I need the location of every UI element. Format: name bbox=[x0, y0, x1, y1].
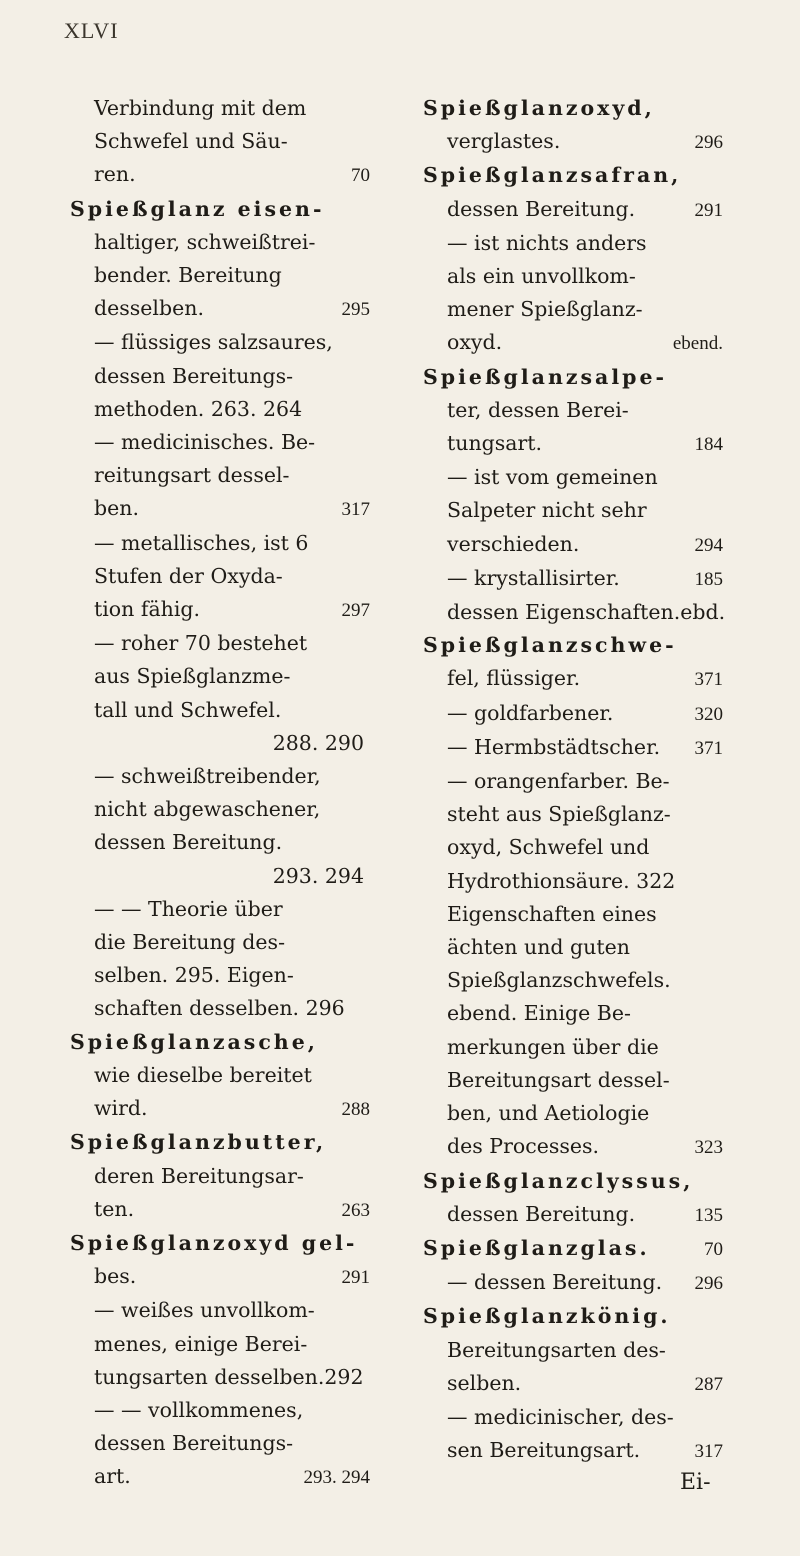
index-entry-text: Schwefel und Säu- bbox=[94, 129, 288, 154]
index-entry-line bbox=[70, 992, 370, 1025]
index-entry-text: dessen Bereitung. bbox=[447, 1201, 636, 1226]
index-entry-line bbox=[423, 1097, 723, 1130]
index-entry-line bbox=[70, 1328, 370, 1361]
index-entry-text: wird. bbox=[94, 1096, 148, 1121]
index-entry-line bbox=[70, 1059, 370, 1092]
index-entry-line bbox=[423, 697, 723, 731]
index-entry-text: bender. Bereitung bbox=[94, 263, 282, 288]
index-entry-text: — orangenfarber. Be- bbox=[447, 769, 670, 794]
index-entry-text: — medicinisches. Be- bbox=[94, 430, 316, 455]
page-number: XLVI bbox=[64, 18, 119, 43]
index-entry-text: 288. 290 bbox=[272, 730, 364, 755]
index-entry-text: menes, einige Berei- bbox=[94, 1331, 308, 1356]
index-entry-text: Spießglanzschwefels. bbox=[447, 968, 671, 993]
index-entry-text: — medicinischer, des- bbox=[447, 1404, 674, 1429]
index-entry-text: tungsart. bbox=[447, 431, 543, 456]
index-entry-text: ebend. Einige Be- bbox=[447, 1001, 631, 1026]
index-entry-line bbox=[423, 964, 723, 997]
index-entry-line bbox=[423, 798, 723, 831]
index-entry-line bbox=[70, 360, 370, 393]
index-entry-text: — Hermbstädtscher. bbox=[447, 734, 661, 759]
page-reference: 184 bbox=[694, 434, 723, 456]
index-entry-line bbox=[423, 662, 723, 696]
index-entry-text: dessen Bereitung. bbox=[94, 830, 283, 855]
index-entry-text: tall und Schwefel. bbox=[94, 697, 282, 722]
index-entry-text: deren Bereitungsar- bbox=[94, 1163, 304, 1188]
index-entry-text: nicht abgewaschener, bbox=[94, 797, 321, 822]
index-entry-line bbox=[423, 427, 723, 461]
index-entry-line bbox=[70, 259, 370, 292]
page-reference: 185 bbox=[694, 568, 723, 590]
index-entry-line bbox=[70, 292, 370, 326]
index-entry-line bbox=[423, 1434, 723, 1468]
index-entry-text: bes. bbox=[94, 1264, 137, 1289]
index-entry-line bbox=[423, 1300, 723, 1333]
index-entry-text: steht aus Spießglanz- bbox=[447, 802, 671, 827]
index-entry-text: — flüssiges salzsaures, bbox=[94, 330, 333, 355]
index-entry-line bbox=[423, 394, 723, 427]
index-entry-line bbox=[423, 831, 723, 864]
index-entry-text: desselben. bbox=[94, 296, 204, 321]
index-entry-text: aus Spießglanzme- bbox=[94, 664, 291, 689]
index-entry-text: ren. bbox=[94, 162, 136, 187]
page-reference: 70 bbox=[704, 1238, 723, 1260]
index-entry-line bbox=[423, 227, 723, 260]
index-entry-text: ächten und guten bbox=[447, 935, 630, 960]
index-entry-line bbox=[423, 193, 723, 227]
index-entry-line bbox=[423, 562, 723, 596]
page-reference: 295 bbox=[341, 299, 370, 321]
index-entry-line bbox=[70, 226, 370, 259]
index-entry-line bbox=[423, 1367, 723, 1401]
index-entry-line bbox=[423, 260, 723, 293]
index-entry-line bbox=[423, 865, 723, 898]
index-entry-line bbox=[423, 765, 723, 798]
index-entry-line bbox=[70, 193, 370, 226]
index-entry-text: dessen Bereitungs- bbox=[94, 363, 294, 388]
index-entry-text: — ist nichts anders bbox=[447, 230, 647, 255]
index-entry-text: Hydrothionsäure. 322 bbox=[447, 868, 676, 893]
index-entry-text: oxyd, Schwefel und bbox=[447, 835, 650, 860]
index-entry-line bbox=[423, 461, 723, 494]
index-entry-text: Spießglanzclyssus, bbox=[423, 1168, 694, 1193]
page-reference: 323 bbox=[694, 1137, 723, 1159]
page-reference: ebend. bbox=[672, 333, 723, 355]
index-entry-line bbox=[70, 1361, 370, 1394]
index-entry-line bbox=[423, 1232, 723, 1266]
page-reference: 317 bbox=[341, 499, 370, 521]
page-reference: 291 bbox=[341, 1267, 370, 1289]
index-entry-line bbox=[70, 459, 370, 492]
index-entry-text: Spießglanzkönig. bbox=[423, 1304, 671, 1329]
index-entry-line bbox=[70, 1427, 370, 1460]
page-reference: 263 bbox=[341, 1199, 370, 1221]
index-entry-text: tion fähig. bbox=[94, 597, 201, 622]
index-entry-text: dessen Bereitungs- bbox=[94, 1431, 294, 1456]
index-entry-line bbox=[423, 361, 723, 394]
index-entry-line bbox=[423, 898, 723, 931]
page-reference: 135 bbox=[694, 1204, 723, 1226]
index-entry-line bbox=[423, 159, 723, 192]
index-entry-text: sen Bereitungsart. bbox=[447, 1438, 641, 1463]
index-entry-line bbox=[70, 1193, 370, 1227]
index-entry-line bbox=[70, 1394, 370, 1427]
catchword: Ei- bbox=[680, 1470, 711, 1495]
page-reference: 296 bbox=[694, 1273, 723, 1295]
index-entry-line bbox=[70, 627, 370, 660]
index-entry-text: — weißes unvollkom- bbox=[94, 1298, 315, 1323]
index-entry-text: Spießglanzoxyd gel- bbox=[70, 1230, 358, 1255]
index-entry-text: wie dieselbe bereitet bbox=[94, 1062, 312, 1087]
index-entry-text: ben. bbox=[94, 496, 139, 521]
page-reference: 371 bbox=[694, 669, 723, 691]
index-entry-text: Bereitungsarten des- bbox=[447, 1337, 666, 1362]
index-entry-text: reitungsart dessel- bbox=[94, 463, 290, 488]
index-entry-text: fel, flüssiger. bbox=[447, 666, 581, 691]
index-entry-text: art. bbox=[94, 1464, 131, 1489]
index-entry-text: Verbindung mit dem bbox=[94, 96, 307, 120]
index-entry-line bbox=[423, 326, 723, 360]
index-entry-line bbox=[70, 1294, 370, 1327]
index-entry-text: Spießglanzschwe- bbox=[423, 633, 677, 658]
index-entry-text: — roher 70 bestehet bbox=[94, 631, 308, 656]
page-reference: 371 bbox=[694, 737, 723, 759]
index-entry-text: dessen Bereitung. bbox=[447, 196, 636, 221]
index-entry-line bbox=[423, 1266, 723, 1300]
page-reference: 297 bbox=[341, 600, 370, 622]
index-entry-text: tungsarten desselben.292 bbox=[94, 1364, 364, 1389]
index-entry-text: — — vollkommenes, bbox=[94, 1397, 304, 1422]
index-entry-line bbox=[423, 1064, 723, 1097]
page-reference: 287 bbox=[694, 1373, 723, 1395]
index-entry-line bbox=[70, 660, 370, 693]
index-entry-line bbox=[423, 293, 723, 326]
index-entry-line bbox=[423, 528, 723, 562]
index-entry-line bbox=[70, 1460, 370, 1494]
index-entry-text: 293. 294 bbox=[272, 863, 364, 888]
page-reference: 294 bbox=[694, 534, 723, 556]
index-entry-text: mener Spießglanz- bbox=[447, 297, 643, 322]
index-entry-text: — goldfarbener. bbox=[447, 700, 614, 725]
index-entry-text: ben, und Aetiologie bbox=[447, 1101, 650, 1126]
index-entry-line bbox=[423, 596, 726, 629]
index-entry-text: Spießglanz eisen- bbox=[70, 196, 325, 221]
index-entry-text: verglastes. bbox=[447, 129, 561, 154]
index-entry-text: selben. 295. Eigen- bbox=[94, 963, 294, 988]
index-entry-line bbox=[70, 1227, 370, 1260]
index-entry-text: Stufen der Oxyda- bbox=[94, 563, 283, 588]
index-entry-line bbox=[70, 527, 370, 560]
index-entry-line bbox=[70, 959, 370, 992]
index-column-right bbox=[423, 92, 726, 1468]
index-entry-text: haltiger, schweißtrei- bbox=[94, 229, 316, 254]
index-entry-line bbox=[70, 793, 370, 826]
index-entry-text: — krystallisirter. bbox=[447, 565, 620, 590]
index-entry-line bbox=[70, 426, 370, 459]
index-entry-line bbox=[423, 1334, 723, 1367]
page-reference: 70 bbox=[351, 165, 370, 187]
index-entry-line bbox=[70, 92, 370, 125]
index-entry-line bbox=[70, 1260, 370, 1294]
index-entry-line bbox=[70, 1160, 370, 1193]
index-entry-line bbox=[423, 92, 723, 125]
index-entry-text: — — Theorie über bbox=[94, 896, 283, 921]
index-entry-line bbox=[423, 1198, 723, 1232]
index-entry-line bbox=[423, 1031, 723, 1064]
index-entry-text: Spießglanzsafran, bbox=[423, 163, 682, 188]
index-entry-text: Salpeter nicht sehr bbox=[447, 498, 647, 523]
index-entry-line bbox=[70, 926, 370, 959]
index-entry-line bbox=[423, 125, 723, 159]
index-entry-text: — metallisches, ist 6 bbox=[94, 530, 309, 555]
page-reference: 317 bbox=[694, 1441, 723, 1463]
page-reference: 296 bbox=[694, 132, 723, 154]
index-entry-line bbox=[70, 492, 370, 526]
index-entry-text: Eigenschaften eines bbox=[447, 901, 657, 926]
index-entry-line bbox=[70, 860, 370, 893]
index-entry-line bbox=[70, 727, 370, 760]
index-entry-line bbox=[423, 1165, 723, 1198]
index-entry-text: Spießglanzoxyd, bbox=[423, 96, 655, 120]
page-reference: 288 bbox=[341, 1099, 370, 1121]
index-entry-text: Spießglanzsalpe- bbox=[423, 364, 667, 389]
index-entry-line bbox=[70, 560, 370, 593]
index-entry-text: schaften desselben. 296 bbox=[94, 996, 345, 1021]
index-entry-line bbox=[70, 125, 370, 158]
index-entry-line bbox=[70, 393, 370, 426]
page-reference: 293. 294 bbox=[303, 1467, 370, 1489]
index-entry-text: — ist vom gemeinen bbox=[447, 465, 658, 490]
index-entry-text: Bereitungsart dessel- bbox=[447, 1067, 670, 1092]
index-entry-text: als ein unvollkom- bbox=[447, 264, 636, 289]
index-entry-line bbox=[70, 760, 370, 793]
index-entry-line bbox=[70, 326, 370, 359]
index-entry-line bbox=[423, 1401, 723, 1434]
index-entry-line bbox=[423, 997, 723, 1030]
index-entry-line bbox=[70, 826, 370, 859]
index-entry-line bbox=[70, 1126, 370, 1159]
index-entry-line bbox=[70, 158, 370, 192]
index-entry-text: — schweißtreibender, bbox=[94, 764, 321, 789]
index-entry-line bbox=[423, 931, 723, 964]
index-entry-text: methoden. 263. 264 bbox=[94, 396, 303, 421]
index-entry-line bbox=[423, 629, 723, 662]
index-entry-text: oxyd. bbox=[447, 330, 503, 355]
index-entry-text: dessen Eigenschaften.ebd. bbox=[447, 600, 726, 625]
page-reference: 291 bbox=[694, 199, 723, 221]
index-entry-text: ter, dessen Berei- bbox=[447, 397, 629, 422]
page-reference: 320 bbox=[694, 703, 723, 725]
index-entry-line bbox=[423, 1130, 723, 1164]
index-entry-line bbox=[70, 1092, 370, 1126]
index-entry-line bbox=[423, 731, 723, 765]
index-entry-line bbox=[70, 694, 370, 727]
index-entry-text: ten. bbox=[94, 1196, 135, 1221]
index-entry-text: verschieden. bbox=[447, 531, 580, 556]
index-entry-text: merkungen über die bbox=[447, 1034, 659, 1059]
index-entry-line bbox=[70, 1026, 370, 1059]
index-entry-text: — dessen Bereitung. bbox=[447, 1270, 663, 1295]
index-entry-line bbox=[70, 893, 370, 926]
index-entry-text: Spießglanzbutter, bbox=[70, 1130, 327, 1155]
index-entry-text: Spießglanzglas. bbox=[423, 1235, 650, 1260]
index-entry-text: Spießglanzasche, bbox=[70, 1029, 318, 1054]
index-entry-line bbox=[423, 494, 723, 527]
index-entry-text: selben. bbox=[447, 1370, 522, 1395]
index-entry-text: die Bereitung des- bbox=[94, 930, 285, 955]
index-entry-text: des Processes. bbox=[447, 1134, 600, 1159]
index-column-left bbox=[70, 92, 370, 1495]
index-entry-line bbox=[70, 593, 370, 627]
